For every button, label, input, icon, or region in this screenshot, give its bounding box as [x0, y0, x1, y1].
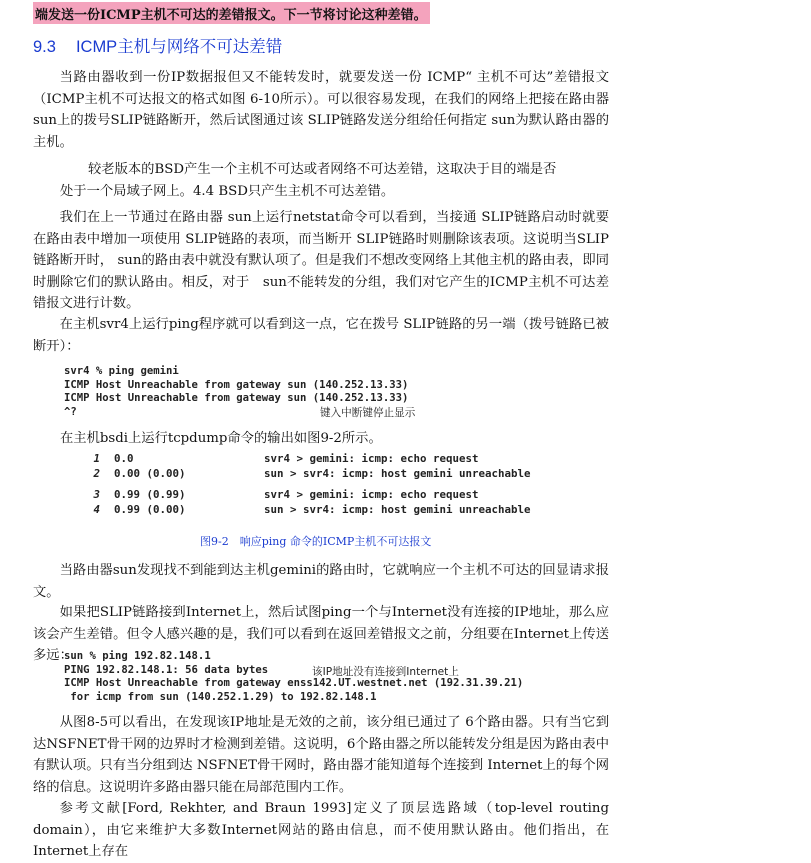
paragraph-7: 参考文献[Ford, Rekhter, and Braun 1993]定义了顶层选路域（top-level routing domain），由它来维护大多数Internet网站的路由信息，而不使用默认路由。他们指出，在 Internet上存在	[33, 801, 609, 859]
figure-caption: 图9-2 响应ping 命令的ICMP主机不可达报文	[200, 535, 432, 548]
code2-line-1: sun % ping 192.82.148.1	[64, 650, 211, 662]
document-page: 端发送一份ICMP主机不可达的差错报文。下一节将讨论这种差错。 9.3 ICMP主机与网络不可达差错 当路由器收到一份IP数据报但又不能转发时，就要发送一份 ICMP“ 主机不可达”差错报文（ICMP主机不可达报文的格式如图 6-10所示）。可以很容易发现，在我们的网络上把接在路由器sun上的拨号SLIP链路断开，然后试图通过该 SLIP链路发送分组给任何指定 sun为默认路由器的主机。 较老版本的BSD产生一个主机不可达或者网络不可达差错，这取决于目的端是否 处于一个局域子网上。4.4 BSD只产生主机不可达差错。 我们在上一节通过在路由器 sun上运行netstat命令可以看到，当接通 SLIP链路启动时就要在路由表中增加一项使用 SLIP链路的表项，而当断开 SLIP链路时则删除该表项。这说明当SLIP链路断开时， sun的路由表中就没有默认项了。但是我们不想改变网络上其他主机的路由表，即同时删除它们的默认路由。相反，对于 sun不能转发的分组，我们对它产生的ICMP主机不可达差错报文进行计数。 在主机svr4上运行ping程序就可以看到这一点，它在拨号 SLIP链路的另一端（拨号链路已被断开）： svr4 % ping gemini ICMP Host Unreachable from gateway sun (140.252.13.33) ICMP Host Unreachable from gateway sun (140.252.13.33) ^? 键入中断键停止显示 在主机bsdi上运行tcpdump命令的输出如图9-2所示。 1 0.0 svr4 > gemini: icmp: echo request 2 0.00 (0.00) sun > svr4: icmp: host gemini unreachable 3 0.99 (0.99) svr4 > gemini: icmp: echo request 4 0.99 (0.00) sun > svr4: icmp: host gemini unreachable 图9-2 响应ping 命令的ICMP主机不可达报文 当路由器sun发现找不到能到达主机gemini的路由时，它就响应一个主机不可达的回显请求报文。 如果把SLIP链路接到Internet上，然后试图ping一个与Internet没有连接的IP地址，那么应该会产生差错。但令人感兴趣的是，我们可以看到在返回差错报文之前，分组要在Internet上传送多远： sun % ping 192.82.148.1 PING 192.82.148.1: 56 data bytes ICMP Host Unreachable from gateway enss142.UT.westnet.net (192.31.39.21) for icmp from sun (140.252.1.29) to 192.82.148.1 该IP地址没有连接到Internet上 从图8-5可以看出，在发现该IP地址是无效的之前，该分组已通过了 6个路由器。只有当它到达NSFNET骨干网的边界时才检测到差错。这说明，6个路由器之所以能转发分组是因为路由表中有默认项。只有当分组到达 NSFNET骨干网时，路由器才能知道每个连接到 Internet上的每个网络的信息。这说明许多路由器只能在局部范围内工作。 参考文献[Ford, Rekhter, and Braun 1993]定义了顶层选路域（top-level routing domain），由它来维护大多数Internet网站的路由信息，而不使用默认路由。他们指出，在 Internet上存在	[0, 0, 811, 860]
note-line-1: 较老版本的BSD产生一个主机不可达或者网络不可达差错，这取决于目的端是否	[88, 162, 557, 177]
paragraph-1: 当路由器收到一份IP数据报但又不能转发时，就要发送一份 ICMP“ 主机不可达”差错报文（ICMP主机不可达报文的格式如图 6-10所示）。可以很容易发现，在我们的网络上把接在路由器sun上的拨号SLIP链路断开，然后试图通过该 SLIP链路发送分组给任何指定 sun为默认路由器的主机。	[33, 70, 609, 150]
code2-annotation: 该IP地址没有连接到Internet上	[312, 666, 459, 678]
code1-prompt: svr4 %	[64, 365, 109, 377]
highlighted-text: 端发送一份ICMP主机不可达的差错报文。下一节将讨论这种差错。	[33, 2, 430, 24]
note-block	[60, 159, 600, 202]
paragraph-6: 从图8-5可以看出，在发现该IP地址是无效的之前，该分组已通过了 6个路由器。只有当它到达NSFNET骨干网的边界时才检测到差错。这说明，6个路由器之所以能转发分组是因为路由表中有默认项。只有当分组到达 NSFNET骨干网时，路由器才能知道每个连接到 Internet上的每个网络的信息。这说明许多路由器只能在局部范围内工作。	[33, 715, 609, 795]
note-line-2: 处于一个局域子网上。4.4 BSD只产生主机不可达差错。	[60, 183, 395, 199]
code2-line-3: ICMP Host Unreachable from gateway enss142.UT.westnet.net (192.31.39.21)	[64, 677, 524, 690]
code2-line-2: PING 192.82.148.1: 56 data bytes	[64, 663, 269, 676]
code1-line-4: ^?	[64, 405, 77, 418]
code1-line-2: ICMP Host Unreachable from gateway sun (140.252.13.33)	[64, 378, 409, 391]
paragraph-5: 如果把SLIP链路接到Internet上，然后试图ping一个与Internet没有连接的IP地址，那么应该会产生差错。但令人感兴趣的是，我们可以看到在返回差错报文之前，分组要在Internet上传送多远：	[33, 605, 609, 663]
code1-command: ping gemini	[108, 365, 179, 377]
paragraph-2: 我们在上一节通过在路由器 sun上运行netstat命令可以看到，当接通 SLIP链路启动时就要在路由表中增加一项使用 SLIP链路的表项，而当断开 SLIP链路时则删除该表项。这说明当SLIP链路断开时， sun的路由表中就没有默认项了。但是我们不想改变网络上其他主机的路由表，即同时删除它们的默认路由。相反，对于 sun不能转发的分组，我们对它产生的ICMP主机不可达差错报文进行计数。	[33, 210, 609, 311]
paragraph-4: 当路由器sun发现找不到能到达主机gemini的路由时，它就响应一个主机不可达的回显请求报文。	[33, 563, 609, 600]
section-number: 9.3	[33, 38, 56, 56]
code1-annotation: 键入中断键停止显示	[320, 407, 416, 419]
paragraph-3: 在主机svr4上运行ping程序就可以看到这一点，它在拨号 SLIP链路的另一端（拨号链路已被断开）：	[33, 317, 609, 354]
section-title: ICMP主机与网络不可达差错	[75, 38, 283, 56]
tcpdump-intro: 在主机bsdi上运行tcpdump命令的输出如图9-2所示。	[60, 431, 382, 446]
section-heading	[33, 33, 282, 57]
code2-line-4: for icmp from sun (140.252.1.29) to 192.82.148.1	[64, 690, 377, 703]
code1-line-3: ICMP Host Unreachable from gateway sun (140.252.13.33)	[64, 392, 409, 405]
